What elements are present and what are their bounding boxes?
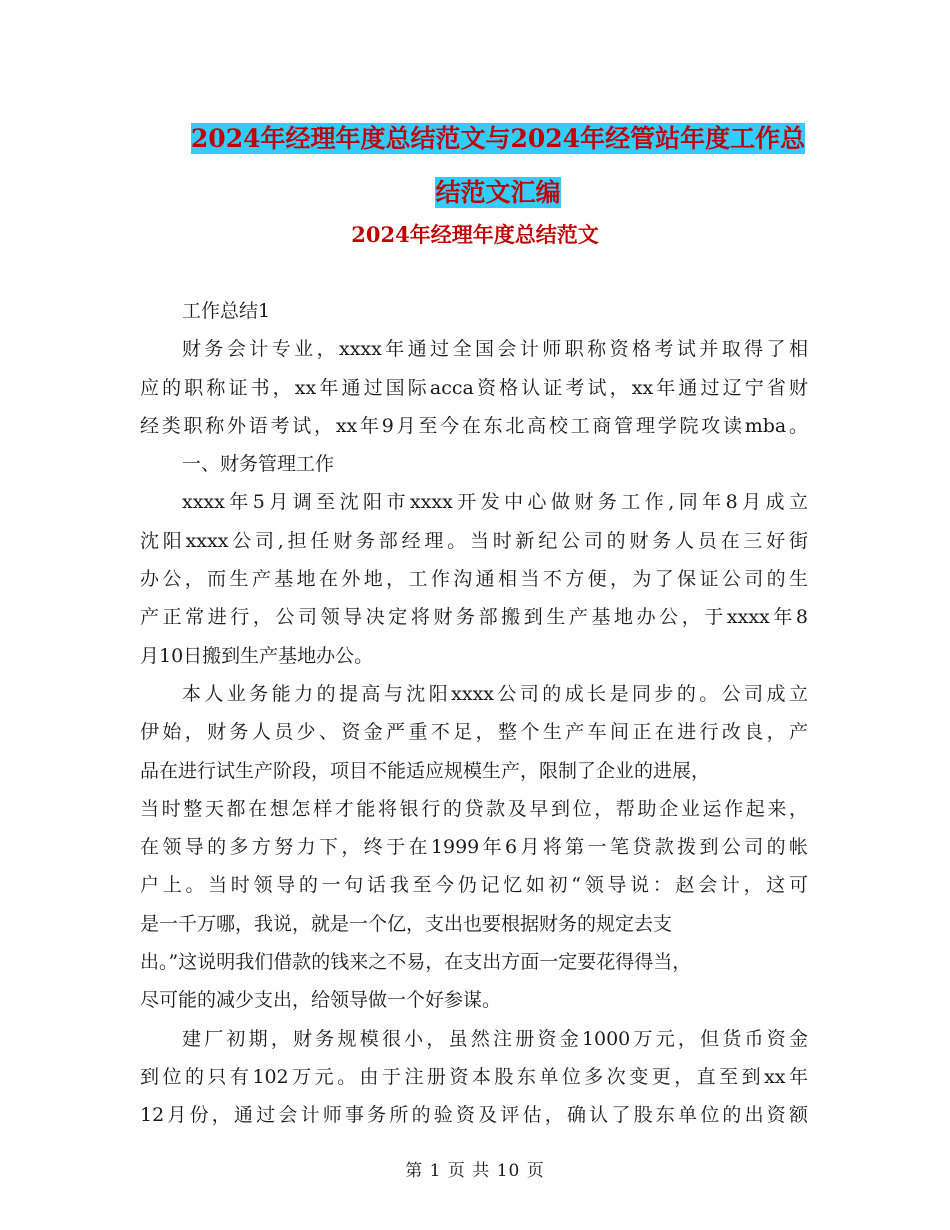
paragraph-line: 应的职称证书，xx年通过国际acca资格认证考试，xx年通过辽宁省财 bbox=[140, 376, 808, 399]
section-title: 2024年经理年度总结范文 bbox=[351, 222, 599, 247]
paragraph-line: 12月份，通过会计师事务所的验资及评估，确认了股东单位的出资额 bbox=[140, 1104, 808, 1127]
paragraph-line: 财务会计专业，xxxx年通过全国会计师职称资格考试并取得了相 bbox=[182, 338, 808, 361]
body-text bbox=[140, 292, 808, 1135]
paragraph-line: 沈阳xxxx公司,担任财务部经理。当时新纪公司的财务人员在三好街 bbox=[140, 529, 808, 552]
paragraph-line: 经类职称外语考试，xx年9月至今在东北高校工商管理学院攻读mba。 bbox=[140, 414, 808, 437]
paragraph-line: 品在进行试生产阶段，项目不能适应规模生产，限制了企业的进展， bbox=[140, 759, 711, 782]
paragraph-line: 办公，而生产基地在外地，工作沟通相当不方便，为了保证公司的生 bbox=[140, 568, 808, 591]
paragraph-heading: 一、财务管理工作 bbox=[182, 453, 335, 476]
document-title-line-1: 2024年经理年度总结范文与2024年经管站年度工作总 bbox=[190, 124, 806, 153]
paragraph-line: 产正常进行，公司领导决定将财务部搬到生产基地办公，于xxxx年8 bbox=[140, 606, 808, 629]
paragraph-line: 出。”这说明我们借款的钱来之不易，在支出方面一定要花得得当， bbox=[140, 951, 692, 974]
paragraph-line: 月10日搬到生产基地办公。 bbox=[140, 644, 374, 667]
paragraph-line: 是一千万哪，我说，就是一个亿，支出也要根据财务的规定去支 bbox=[140, 912, 673, 935]
paragraph-line: 到位的只有102万元。由于注册资本股东单位多次变更，直至到xx年 bbox=[140, 1065, 808, 1088]
paragraph-heading: 工作总结1 bbox=[182, 300, 271, 322]
document-title-line-2: 结范文汇编 bbox=[435, 178, 561, 207]
paragraph-line: 尽可能的减少支出，给领导做一个好参谋。 bbox=[140, 989, 502, 1012]
paragraph-line: xxxx年5月调至沈阳市xxxx开发中心做财务工作,同年8月成立 bbox=[182, 491, 808, 514]
paragraph-line: 伊始，财务人员少、资金严重不足，整个生产车间正在进行改良，产 bbox=[140, 721, 808, 744]
document-title bbox=[140, 112, 856, 220]
paragraph-line: 当时整天都在想怎样才能将银行的贷款及早到位，帮助企业运作起来， bbox=[140, 797, 808, 820]
paragraph-line: 户上。当时领导的一句话我至今仍记忆如初“领导说：赵会计，这可 bbox=[140, 874, 808, 897]
paragraph-line: 建厂初期，财务规模很小，虽然注册资金1000万元，但货币资金 bbox=[182, 1027, 808, 1050]
paragraph-line: 在领导的多方努力下，终于在1999年6月将第一笔贷款拨到公司的帐 bbox=[140, 836, 808, 859]
paragraph-line: 本人业务能力的提高与沈阳xxxx公司的成长是同步的。公司成立 bbox=[182, 682, 808, 705]
page-number-footer: 第 1 页 共 10 页 bbox=[405, 1161, 545, 1181]
